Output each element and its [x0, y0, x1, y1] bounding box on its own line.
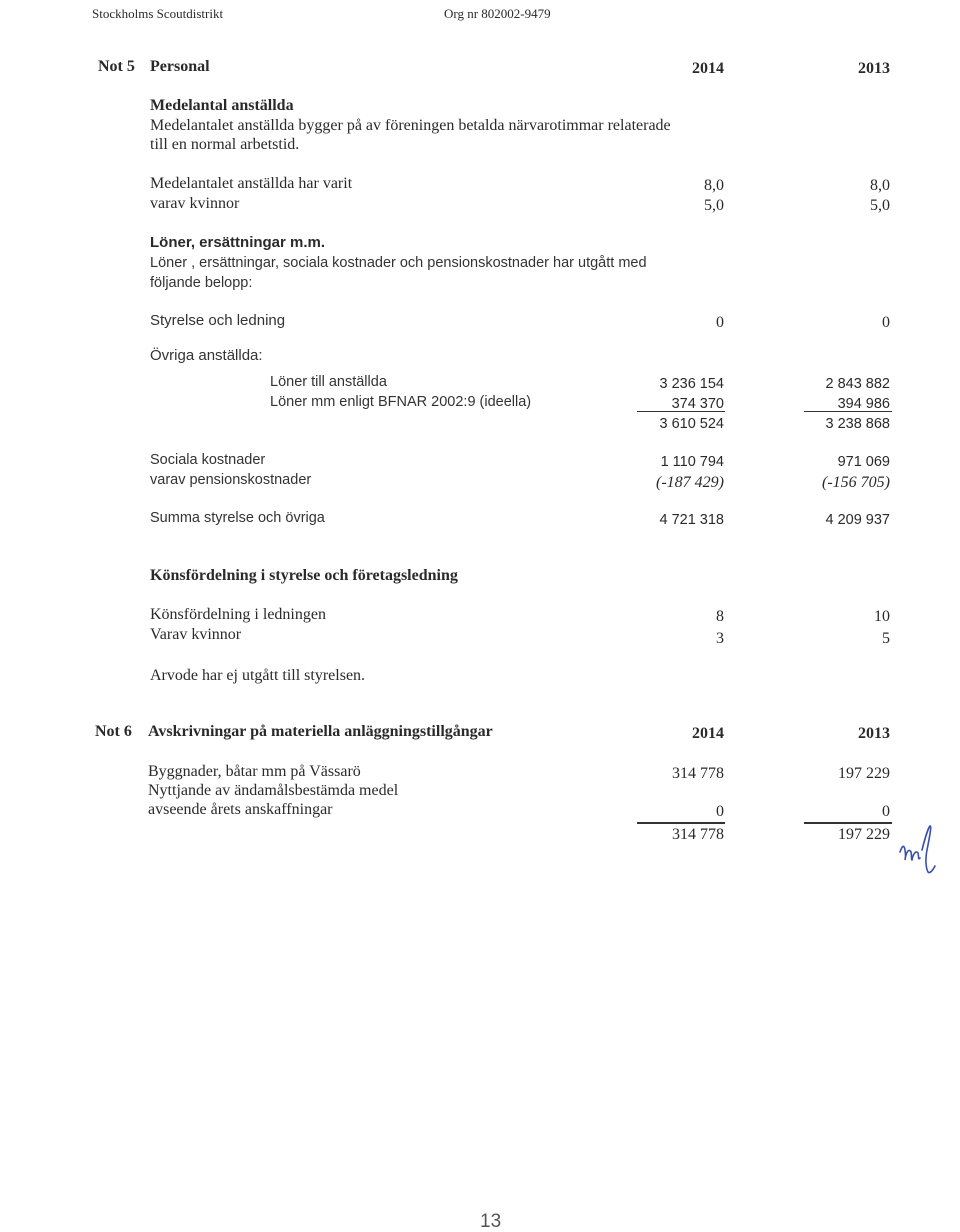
value-2013: 197 229 [838, 765, 890, 782]
row-label: avseende årets anskaffningar [148, 801, 333, 818]
handwritten-initials [898, 820, 940, 878]
value-2014: 4 721 318 [659, 512, 724, 528]
value-2013: (-156 705) [822, 474, 890, 491]
row-label: Summa styrelse och övriga [150, 510, 325, 526]
gender-heading: Könsfördelning i styrelse och företagsledning [150, 567, 458, 584]
board-fee-note: Arvode har ej utgått till styrelsen. [150, 667, 366, 684]
row-label: varav kvinnor [150, 195, 240, 212]
value-2014: 0 [716, 803, 724, 820]
value-2014: 3 [716, 630, 724, 647]
row-label: Könsfördelning i ledningen [150, 606, 326, 623]
funds-label: Nyttjande av ändamålsbestämda medel [148, 782, 399, 799]
value-2013: 0 [882, 803, 890, 820]
wages-description: Löner , ersättningar, sociala kostnader och pensionskostnader har utgått med [150, 255, 647, 271]
row-label: Varav kvinnor [150, 626, 242, 643]
value-2013: 3 238 868 [825, 416, 890, 432]
value-2013: 10 [874, 608, 890, 625]
avg-employees-description-cont: till en normal arbetstid. [150, 136, 300, 153]
note-6-label: Not 6 [95, 723, 132, 740]
subtotal-line-2013 [804, 822, 892, 824]
avg-employees-description: Medelantalet anställda bygger på av föreningen betalda närvarotimmar relaterade [150, 117, 671, 134]
value-2014: 1 110 794 [660, 454, 724, 470]
row-label: Medelantalet anställda har varit [150, 175, 353, 192]
value-2014: 3 610 524 [659, 416, 724, 432]
year-2013-header: 2013 [858, 60, 890, 77]
row-label: varav pensionskostnader [150, 472, 312, 488]
other-staff-label: Övriga anställda: [150, 347, 263, 364]
value-2014: 314 778 [672, 826, 724, 843]
value-2013: 5,0 [870, 197, 890, 214]
note-5-title: Personal [150, 58, 210, 75]
row-label: Byggnader, båtar mm på Vässarö [148, 763, 361, 780]
year-2014-header: 2014 [692, 725, 724, 742]
subtotal-line-2014 [637, 822, 725, 824]
value-2014: 8 [716, 608, 724, 625]
row-label: Löner mm enligt BFNAR 2002:9 (ideella) [270, 394, 532, 410]
value-2013: 4 209 937 [825, 512, 890, 528]
note-5-label: Not 5 [98, 58, 135, 75]
value-2013: 394 986 [837, 396, 890, 412]
value-2013: 197 229 [838, 826, 890, 843]
value-2014: 0 [716, 314, 724, 331]
value-2014: 8,0 [704, 177, 724, 194]
value-2013: 971 069 [837, 454, 890, 470]
avg-employees-heading: Medelantal anställda [150, 97, 294, 114]
value-2013: 8,0 [870, 177, 890, 194]
value-2014: 5,0 [704, 197, 724, 214]
row-label: Sociala kostnader [150, 452, 266, 468]
subtotal-line-2013 [804, 411, 892, 412]
row-label: Löner till anställda [270, 374, 387, 390]
value-2013: 5 [882, 630, 890, 647]
value-2013: 2 843 882 [825, 376, 890, 392]
organization-name: Stockholms Scoutdistrikt [92, 6, 224, 21]
value-2014: 314 778 [672, 765, 724, 782]
value-2014: 3 236 154 [659, 376, 724, 392]
wages-heading: Löner, ersättningar m.m. [150, 234, 326, 251]
note-6-title: Avskrivningar på materiella anläggningstillgångar [148, 723, 493, 740]
row-label: Styrelse och ledning [150, 312, 286, 329]
page-number: 13 [480, 1211, 502, 1232]
subtotal-line-2014 [637, 411, 725, 412]
year-2014-header: 2014 [692, 60, 724, 77]
value-2014: (-187 429) [656, 474, 724, 491]
year-2013-header: 2013 [858, 725, 890, 742]
value-2014: 374 370 [671, 396, 724, 412]
organization-number: Org nr 802002-9479 [444, 6, 551, 21]
value-2013: 0 [882, 314, 890, 331]
wages-description-cont: följande belopp: [150, 275, 253, 291]
